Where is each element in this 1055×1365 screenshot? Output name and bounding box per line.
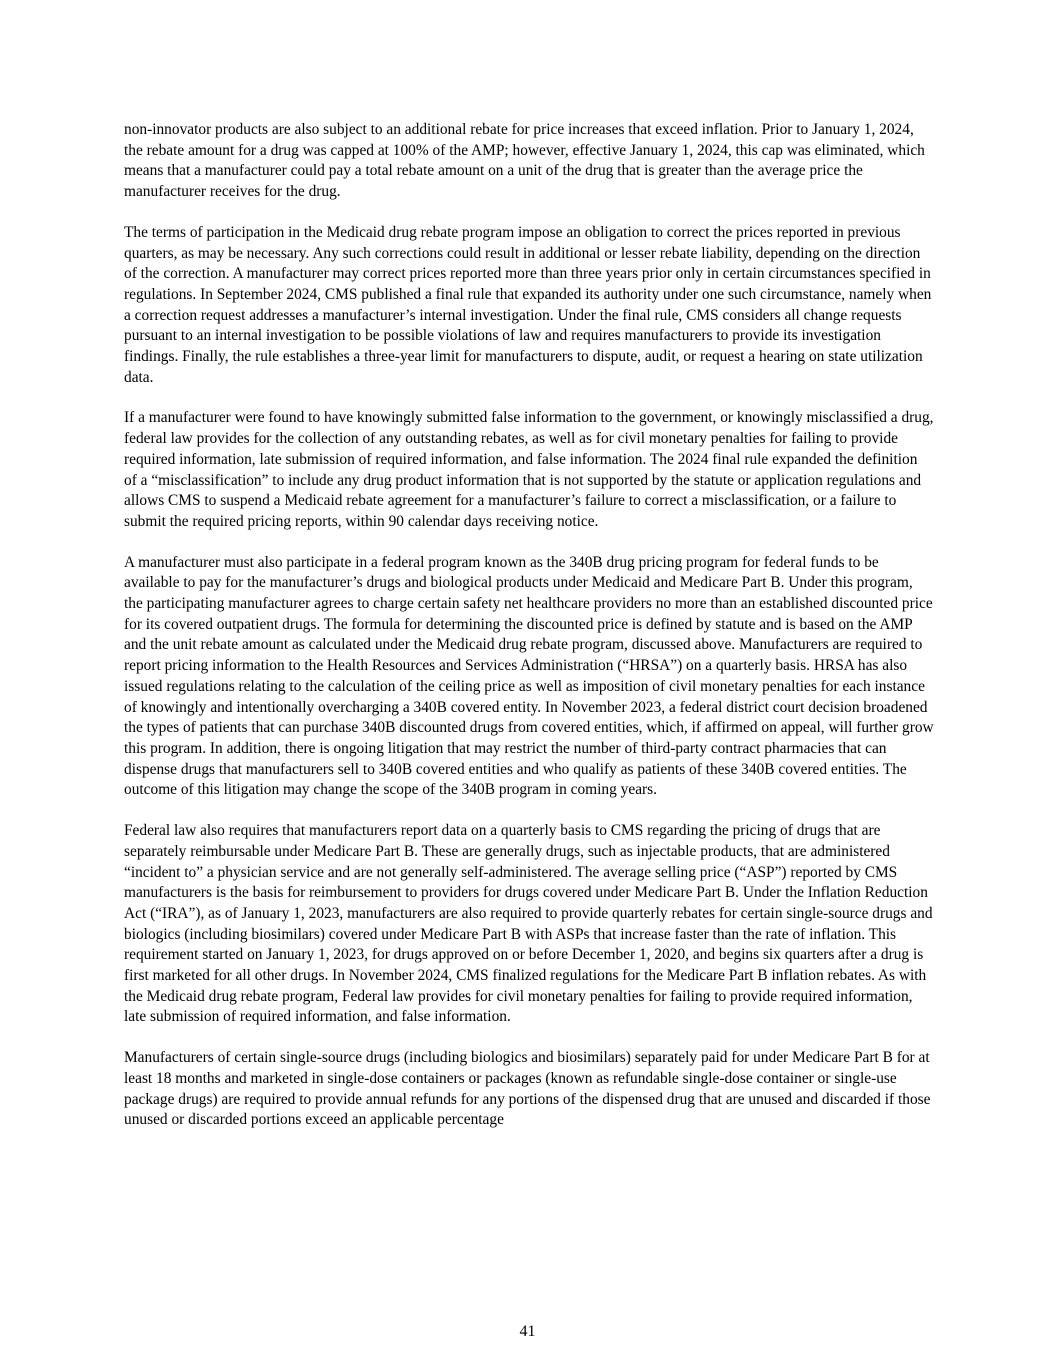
paragraph-false-information-penalties: If a manufacturer were found to have knowingly submitted false information to the government, or knowingly misclassified a drug, federal law provides for the collection of any outstanding rebates, as well as for civil monetary penalties for failing to provide required information, late submission of required information, and false information. The 2024 final rule expanded the definition of a “misclassification” to include any drug product information that is not supported by the statute or application regulations and allows CMS to suspend a Medicaid rebate agreement for a manufacturer’s failure to correct a misclassification, or a failure to submit the required pricing reports, within 90 calendar days receiving notice.	[124, 409, 934, 530]
document-body	[124, 120, 934, 1151]
paragraph-medicare-part-b-asp: Federal law also requires that manufacturers report data on a quarterly basis to CMS regarding the pricing of drugs that are separately reimbursable under Medicare Part B. These are generally drugs, such as injectable products, that are administered “incident to” a physician service and are not generally self-administered. The average selling price (“ASP”) reported by CMS manufacturers is the basis for reimbursement to providers for drugs covered under Medicare Part B. Under the Inflation Reduction Act (“IRA”), as of January 1, 2023, manufacturers are also required to provide quarterly rebates for certain single-source drugs and biologics (including biosimilars) covered under Medicare Part B with ASPs that increase faster than the rate of inflation. This requirement started on January 1, 2023, for drugs approved on or before December 1, 2020, and begins six quarters after a drug is first marketed for all other drugs. In November 2024, CMS finalized regulations for the Medicare Part B inflation rebates. As with the Medicaid drug rebate program, Federal law provides for civil monetary penalties for failing to provide required information, late submission of required information, and false information.	[124, 822, 933, 1026]
paragraph-rebate-cap: non-innovator products are also subject to an additional rebate for price increases that exceed inflation. Prior to January 1, 2024, the rebate amount for a drug was capped at 100% of the AMP; however, effective January 1, 2024, this cap was eliminated, which means that a manufacturer could pay a total rebate amount on a unit of the drug that is greater than the average price the manufacturer receives for the drug.	[124, 121, 925, 201]
paragraph-price-corrections: The terms of participation in the Medicaid drug rebate program impose an obligation to correct the prices reported in previous quarters, as may be necessary. Any such corrections could result in additional or lesser rebate liability, depending on the direction of the correction. A manufacturer may correct prices reported more than three years prior only in certain circumstances specified in regulations. In September 2024, CMS published a final rule that expanded its authority under one such circumstance, namely when a correction request addresses a manufacturer’s internal investigation. Under the final rule, CMS considers all change requests pursuant to an internal investigation to be possible violations of law and requires manufacturers to provide its investigation findings. Finally, the rule establishes a three-year limit for manufacturers to dispute, audit, or request a hearing on state utilization data.	[124, 223, 932, 386]
paragraph-340b-program: A manufacturer must also participate in a federal program known as the 340B drug pricing program for federal funds to be available to pay for the manufacturer’s drugs and biological products under Medicaid and Medicare Part B. Under this program, the participating manufacturer agrees to charge certain safety net healthcare providers no more than an established discounted price for its covered outpatient drugs. The formula for determining the discounted price is defined by statute and is based on the AMP and the unit rebate amount as calculated under the Medicaid drug rebate program, discussed above. Manufacturers are required to report pricing information to the Health Resources and Services Administration (“HRSA”) on a quarterly basis. HRSA has also issued regulations relating to the calculation of the ceiling price as well as imposition of civil monetary penalties for each instance of knowingly and intentionally overcharging a 340B covered entity. In November 2023, a federal district court decision broadened the types of patients that can purchase 340B discounted drugs from covered entities, which, if affirmed on appeal, will further grow this program. In addition, there is ongoing litigation that may restrict the number of third-party contract pharmacies that can dispense drugs that manufacturers sell to 340B covered entities and who qualify as patients of these 340B covered entities. The outcome of this litigation may change the scope of the 340B program in coming years.	[124, 553, 934, 799]
paragraph-single-dose-refunds: Manufacturers of certain single-source drugs (including biologics and biosimilars) separately paid for under Medicare Part B for at least 18 months and marketed in single-dose containers or packages (known as refundable single-dose container or single-use package drugs) are required to provide annual refunds for any portions of the dispensed drug that are unused and discarded if those unused or discarded portions exceed an applicable percentage	[124, 1049, 931, 1129]
page-number: 41	[519, 1323, 536, 1340]
